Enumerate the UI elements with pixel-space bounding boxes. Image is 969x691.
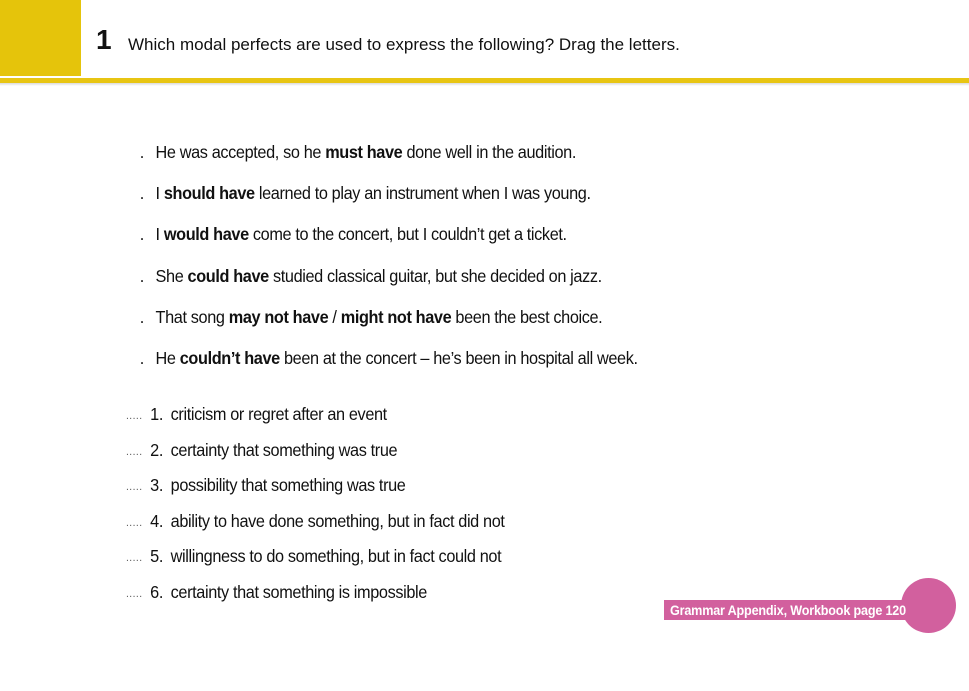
meaning-number: 6. — [150, 581, 164, 602]
exercise-number: 1 — [96, 24, 112, 55]
answer-drop-slot[interactable]: ..... — [126, 445, 143, 458]
meaning-item-5 — [126, 545, 505, 581]
answer-drop-slot[interactable]: ..... — [126, 587, 143, 600]
sentence-list — [136, 141, 675, 388]
meaning-number: 3. — [150, 475, 164, 496]
letter-drop-slot[interactable]: . — [139, 142, 144, 162]
sentence-text: learned to play an instrument when I was young. — [254, 183, 591, 204]
letter-drop-slot[interactable]: . — [139, 224, 144, 245]
exercise-header — [0, 0, 969, 82]
grammar-appendix-link[interactable]: Grammar Appendix, Workbook page 120 — [670, 602, 906, 618]
meaning-item-2 — [126, 439, 505, 475]
meaning-number: 5. — [150, 546, 164, 567]
meaning-text: possibility that something was true — [170, 475, 406, 496]
sentence-text: I — [155, 224, 164, 245]
meaning-text: criticism or regret after an event — [170, 404, 387, 424]
meaning-item-6 — [126, 581, 505, 617]
sentence-item-5 — [136, 306, 638, 347]
modal-phrase: couldn’t have — [179, 347, 280, 368]
sentence-text: come to the concert, but I couldn’t get a ticket. — [248, 224, 567, 245]
letter-drop-slot[interactable]: . — [139, 265, 144, 286]
meaning-number: 2. — [150, 439, 164, 460]
letter-drop-slot[interactable]: . — [139, 183, 144, 204]
header-accent-block — [0, 0, 81, 76]
sentence-text: been at the concert – he’s been in hospital all week. — [279, 347, 638, 368]
meaning-number: 1. — [150, 404, 164, 424]
header-shadow — [0, 83, 969, 86]
sentence-text: / — [328, 306, 341, 327]
meaning-text: certainty that something was true — [170, 439, 398, 460]
modal-phrase: might not have — [340, 306, 452, 327]
meaning-number: 4. — [150, 510, 164, 531]
answer-drop-slot[interactable]: ..... — [126, 410, 143, 422]
letter-drop-slot[interactable]: . — [139, 347, 144, 368]
modal-phrase: would have — [163, 224, 249, 245]
meaning-item-4 — [126, 510, 505, 546]
meaning-item-3 — [126, 474, 505, 510]
sentence-item-6 — [136, 347, 638, 388]
meaning-text: certainty that something is impossible — [170, 581, 427, 602]
sentence-item-2 — [136, 182, 638, 223]
sentence-text: studied classical guitar, but she decided on jazz. — [268, 265, 602, 286]
letter-drop-slot[interactable]: . — [139, 306, 144, 327]
sentence-text: I — [155, 183, 164, 204]
answer-drop-slot[interactable]: ..... — [126, 481, 143, 494]
sentence-text: He was accepted, so he — [155, 142, 326, 162]
modal-phrase: may not have — [228, 306, 329, 327]
sentence-text: He — [155, 347, 180, 368]
sentence-item-1 — [136, 141, 638, 182]
grammar-appendix-circle[interactable] — [901, 578, 956, 633]
modal-phrase: should have — [163, 183, 255, 204]
modal-phrase: could have — [187, 265, 269, 286]
sentence-text: been the best choice. — [451, 306, 603, 327]
meaning-text: willingness to do something, but in fact could not — [170, 546, 502, 567]
meaning-item-1 — [126, 403, 505, 439]
sentence-item-3 — [136, 223, 638, 264]
modal-phrase: must have — [325, 142, 403, 162]
exercise-instruction: Which modal perfects are used to express the following? Drag the letters. — [128, 35, 680, 54]
sentence-item-4 — [136, 265, 638, 306]
meaning-list — [126, 403, 533, 617]
meaning-text: ability to have done something, but in fact did not — [170, 510, 505, 531]
sentence-text: done well in the audition. — [402, 142, 576, 162]
answer-drop-slot[interactable]: ..... — [126, 516, 143, 529]
sentence-text: That song — [155, 306, 229, 327]
answer-drop-slot[interactable]: ..... — [126, 552, 143, 565]
sentence-text: She — [155, 265, 188, 286]
